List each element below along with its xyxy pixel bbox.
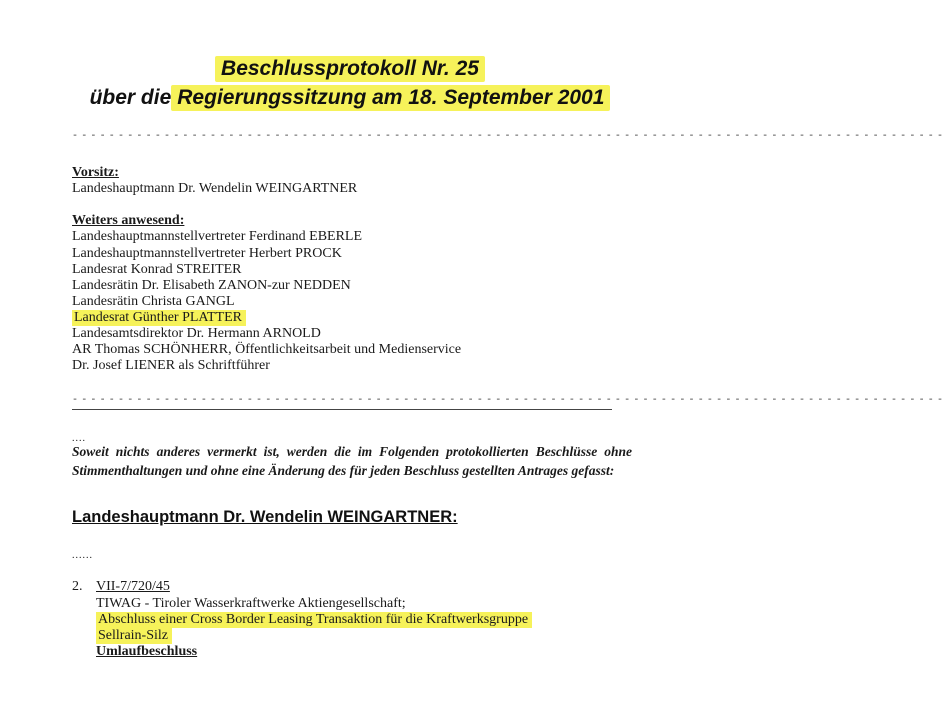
separator-rule bbox=[72, 409, 612, 410]
vorsitz-label: Vorsitz: bbox=[72, 165, 119, 180]
ellipsis-marker: ...... bbox=[72, 550, 93, 561]
vorsitz-name: Landeshauptmann Dr. Wendelin WEINGARTNER bbox=[72, 181, 358, 196]
member-item: Landesamtsdirektor Dr. Hermann ARNOLD bbox=[72, 326, 321, 341]
subtitle-prefix: über die bbox=[89, 86, 172, 109]
item-subject-highlight-2: Sellrain-Silz bbox=[96, 628, 172, 644]
document-title bbox=[0, 57, 700, 81]
member-item: AR Thomas SCHÖNHERR, Öffentlichkeitsarbeit und Medienservice bbox=[72, 342, 462, 357]
member-item-highlighted bbox=[72, 310, 246, 326]
separator-dashed-top: - - - - - - - - - - - - - - - - - - - - - - - - - - - - - - - - - - - - - - - - - - - - - - - - - - - - - - - - - - - - - - - - - - - - - - - - - - - - - - - - - - - - - - - - - - - - - - - bbox=[72, 131, 942, 142]
member-item: Landesrat Konrad STREITER bbox=[72, 262, 242, 277]
document-subtitle bbox=[0, 86, 700, 110]
ellipsis-marker: .... bbox=[72, 433, 86, 444]
item-type: Umlaufbeschluss bbox=[96, 644, 198, 659]
subtitle-date-highlight: Regierungssitzung am 18. September 2001 bbox=[171, 85, 610, 111]
item-subject-line2 bbox=[96, 628, 172, 644]
member-item: Landesrätin Dr. Elisabeth ZANON-zur NEDDEN bbox=[72, 278, 351, 293]
section-heading: Landeshauptmann Dr. Wendelin WEINGARTNER: bbox=[72, 508, 458, 526]
item-subject-highlight-1: Abschluss einer Cross Border Leasing Transaktion für die Kraftwerksgruppe bbox=[96, 612, 532, 628]
item-subject-line1 bbox=[96, 612, 532, 628]
member-item: Landeshauptmannstellvertreter Herbert PROCK bbox=[72, 246, 342, 261]
member-item: Landeshauptmannstellvertreter Ferdinand EBERLE bbox=[72, 229, 363, 244]
protocol-note: Soweit nichts anderes vermerkt ist, werden die im Folgenden protokollierten Beschlüsse ohne Stimmenthaltungen und ohne eine Änderung des für jeden Beschluss gestellten Antrages gefasst: bbox=[72, 444, 632, 478]
weiters-anwesend-label: Weiters anwesend: bbox=[72, 213, 185, 228]
member-item: Landesrätin Christa GANGL bbox=[72, 294, 235, 309]
member-platter-highlight: Landesrat Günther PLATTER bbox=[72, 310, 246, 326]
item-number: 2. bbox=[72, 579, 83, 594]
member-item: Dr. Josef LIENER als Schriftführer bbox=[72, 358, 270, 373]
item-reference: VII-7/720/45 bbox=[96, 579, 170, 594]
separator-dashed-bottom: - - - - - - - - - - - - - - - - - - - - - - - - - - - - - - - - - - - - - - - - - - - - - - - - - - - - - - - - - - - - - - - - - - - - - - - - - - - - - - - - - - - - - - - - - - - - - - - bbox=[72, 395, 942, 406]
title-line1-highlight: Beschlussprotokoll Nr. 25 bbox=[215, 56, 485, 82]
item-company: TIWAG - Tiroler Wasserkraftwerke Aktiengesellschaft; bbox=[96, 596, 406, 611]
